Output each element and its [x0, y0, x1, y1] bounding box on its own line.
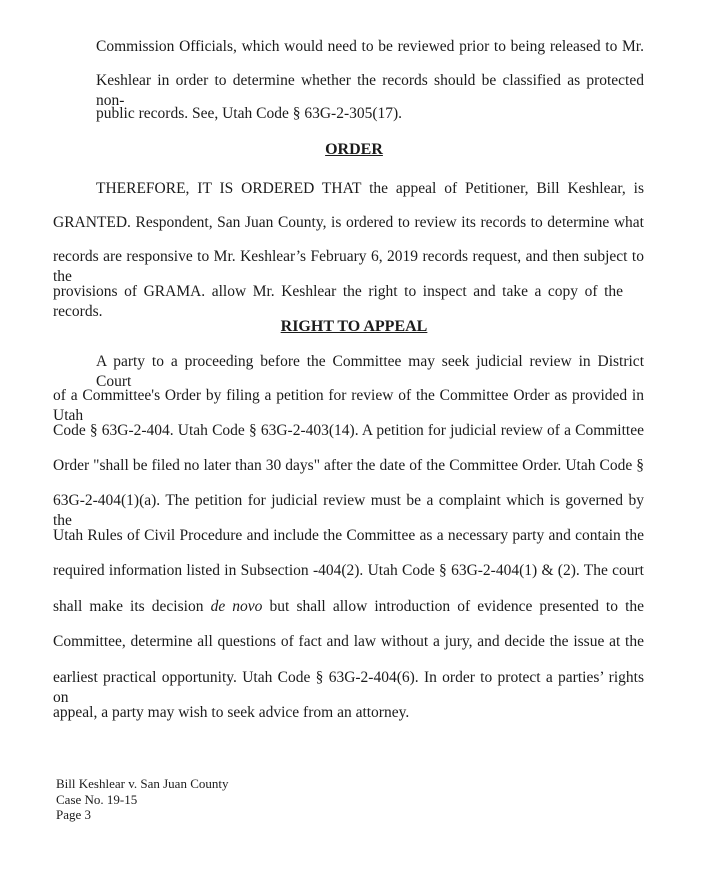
order-heading: ORDER: [325, 141, 383, 158]
appeal-line-9: Committee, determine all questions of fact and law without a jury, and decide the issue at the: [53, 633, 644, 650]
appeal-line-8-after: but shall allow introduction of evidence presented to the: [269, 598, 645, 615]
appeal-line-7: required information listed in Subsection -404(2). Utah Code § 63G-2-404(1) & (2). The court: [53, 562, 644, 579]
appeal-line-11: appeal, a party may wish to seek advice from an attorney.: [53, 704, 410, 721]
footer-page-number: Page 3: [56, 807, 92, 822]
order-line-2: GRANTED. Respondent, San Juan County, is ordered to review its records to determine what: [53, 214, 644, 231]
appeal-line-10: earliest practical opportunity. Utah Code § 63G-2-404(6). In order to protect a parties’ rights on: [53, 669, 644, 706]
appeal-line-8-before: shall make its decision: [53, 598, 204, 615]
appeal-heading: RIGHT TO APPEAL: [280, 318, 428, 335]
footer-case-name: Bill Keshlear v. San Juan County: [56, 776, 229, 791]
appeal-line-5: 63G-2-404(1)(a). The petition for judicial review must be a complaint which is governed by the: [53, 492, 644, 529]
intro-line-2: Keshlear in order to determine whether the records should be classified as protected non-: [96, 72, 644, 109]
appeal-line-4: Order "shall be filed no later than 30 days" after the date of the Committee Order. Utah Code §: [53, 457, 644, 474]
appeal-line-3: Code § 63G-2-404. Utah Code § 63G-2-403(14). A petition for judicial review of a Committee: [53, 422, 644, 439]
de-novo-italic: de novo: [210, 598, 263, 615]
intro-line-3: public records. See, Utah Code § 63G-2-305(17).: [96, 105, 403, 122]
order-line-1: THEREFORE, IT IS ORDERED THAT the appeal of Petitioner, Bill Keshlear, is: [96, 180, 644, 197]
order-line-3: records are responsive to Mr. Keshlear’s February 6, 2019 records request, and then subject to the: [53, 248, 644, 285]
appeal-line-8: [53, 597, 644, 617]
appeal-line-2: of a Committee's Order by filing a petition for review of the Committee Order as provided in Utah: [53, 387, 644, 424]
intro-line-1: Commission Officials, which would need to be reviewed prior to being released to Mr.: [96, 38, 644, 55]
footer-case-number: Case No. 19-15: [56, 792, 138, 807]
order-line-4: provisions of GRAMA. allow Mr. Keshlear the right to inspect and take a copy of the records.: [53, 283, 623, 320]
appeal-line-1: A party to a proceeding before the Committee may seek judicial review in District Court: [96, 353, 644, 390]
appeal-line-6: Utah Rules of Civil Procedure and include the Committee as a necessary party and contain the: [53, 527, 644, 544]
